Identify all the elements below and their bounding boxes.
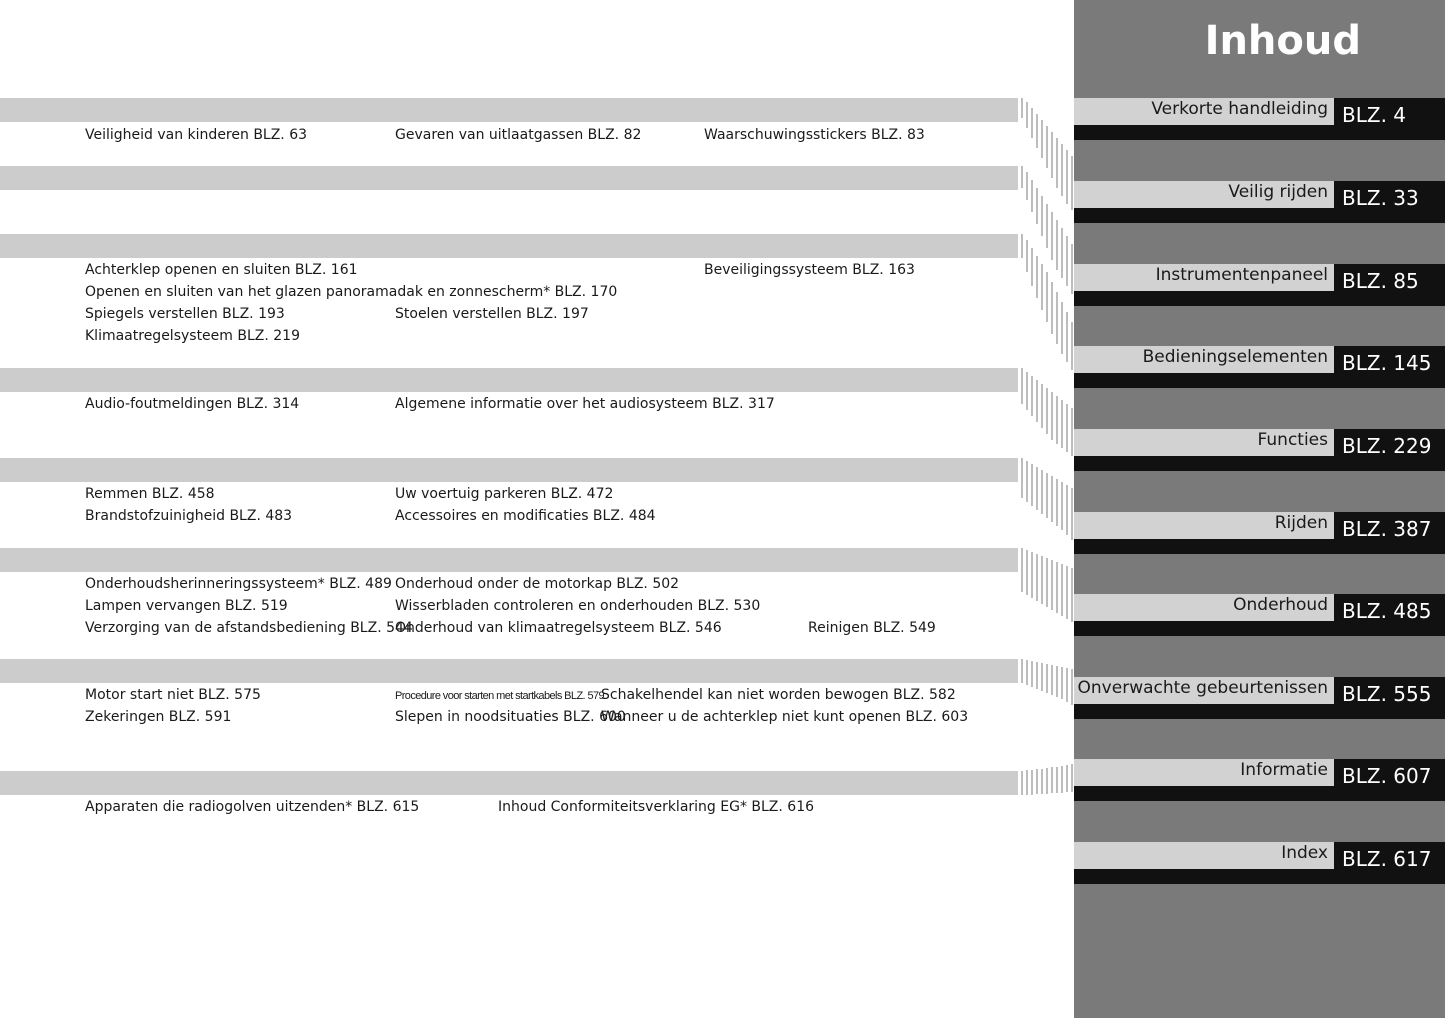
toc-link[interactable]: Slepen in noodsituaties BLZ. 600	[395, 709, 626, 725]
chapter-tab-informatie[interactable]	[1074, 759, 1445, 801]
chapter-tab-label: Instrumentenpaneel	[1074, 264, 1334, 291]
chapter-tab-onverwachte-gebeurtenissen[interactable]	[1074, 677, 1445, 719]
chapter-tab-page: BLZ. 33	[1334, 181, 1445, 223]
toc-link[interactable]: Onderhoudsherinneringssysteem* BLZ. 489	[85, 576, 392, 592]
chapter-tab-instrumentenpaneel[interactable]	[1074, 264, 1445, 306]
chapter-tab-page: BLZ. 145	[1334, 346, 1445, 388]
toc-link[interactable]: Veiligheid van kinderen BLZ. 63	[85, 127, 308, 143]
chapter-tab-label: Informatie	[1074, 759, 1334, 786]
toc-link[interactable]: Openen en sluiten van het glazen panoramadak en zonnescherm* BLZ. 170	[85, 284, 618, 300]
toc-link[interactable]: Apparaten die radiogolven uitzenden* BLZ. 615	[85, 799, 420, 815]
chapter-tab-index[interactable]	[1074, 842, 1445, 884]
toc-link[interactable]: Verzorging van de afstandsbediening BLZ. 544	[85, 620, 413, 636]
chapter-tab-page: BLZ. 229	[1334, 429, 1445, 471]
toc-link[interactable]: Lampen vervangen BLZ. 519	[85, 598, 288, 614]
toc-link[interactable]: Audio-foutmeldingen BLZ. 314	[85, 396, 300, 412]
toc-link[interactable]: Beveiligingssysteem BLZ. 163	[704, 262, 915, 278]
toc-link[interactable]: Motor start niet BLZ. 575	[85, 687, 261, 703]
section-band-8	[0, 771, 1018, 795]
toc-link[interactable]: Schakelhendel kan niet worden bewogen BLZ. 582	[601, 687, 956, 703]
chapter-tab-label: Index	[1074, 842, 1334, 869]
chapter-tab-label: Veilig rijden	[1074, 181, 1334, 208]
toc-link[interactable]: Wisserbladen controleren en onderhouden BLZ. 530	[395, 598, 761, 614]
toc-link[interactable]: Spiegels verstellen BLZ. 193	[85, 306, 285, 322]
chapter-tab-verkorte-handleiding[interactable]	[1074, 98, 1445, 140]
toc-link[interactable]: Achterklep openen en sluiten BLZ. 161	[85, 262, 358, 278]
toc-link[interactable]: Klimaatregelsysteem BLZ. 219	[85, 328, 300, 344]
chapter-tab-veilig-rijden[interactable]	[1074, 181, 1445, 223]
chapter-tab-page: BLZ. 617	[1334, 842, 1445, 884]
section-band-4	[0, 368, 1018, 392]
chapter-sidebar	[1074, 0, 1445, 1018]
chapter-tab-label: Onderhoud	[1074, 594, 1334, 621]
chapter-tab-page: BLZ. 387	[1334, 512, 1445, 554]
toc-link[interactable]: Procedure voor starten met startkabels BLZ. 579	[395, 690, 605, 702]
toc-link[interactable]: Remmen BLZ. 458	[85, 486, 215, 502]
chapter-tab-onderhoud[interactable]	[1074, 594, 1445, 636]
connector-fan-5	[1020, 458, 1074, 540]
chapter-tab-label: Functies	[1074, 429, 1334, 456]
chapter-tab-page: BLZ. 607	[1334, 759, 1445, 801]
chapter-tab-bedieningselementen[interactable]	[1074, 346, 1445, 388]
toc-link[interactable]: Onderhoud van klimaatregelsysteem BLZ. 546	[395, 620, 722, 636]
chapter-tab-label: Rijden	[1074, 512, 1334, 539]
toc-link[interactable]: Zekeringen BLZ. 591	[85, 709, 232, 725]
connector-fan-6	[1020, 548, 1074, 622]
connector-fan-3	[1020, 234, 1074, 370]
chapter-tab-label: Verkorte handleiding	[1074, 98, 1334, 125]
toc-link[interactable]: Brandstofzuinigheid BLZ. 483	[85, 508, 293, 524]
chapter-tab-rijden[interactable]	[1074, 512, 1445, 554]
chapter-tab-page: BLZ. 555	[1334, 677, 1445, 719]
toc-link[interactable]: Waarschuwingsstickers BLZ. 83	[704, 127, 925, 143]
chapter-tab-label: Onverwachte gebeurtenissen	[1074, 677, 1334, 704]
section-band-6	[0, 548, 1018, 572]
section-band-2	[0, 166, 1018, 190]
section-band-7	[0, 659, 1018, 683]
toc-link[interactable]: Accessoires en modificaties BLZ. 484	[395, 508, 656, 524]
toc-link[interactable]: Onderhoud onder de motorkap BLZ. 502	[395, 576, 680, 592]
toc-link[interactable]: Algemene informatie over het audiosysteem BLZ. 317	[395, 396, 775, 412]
page-title: Inhoud	[1204, 18, 1361, 64]
connector-fan-8	[1020, 764, 1074, 796]
toc-link[interactable]: Wanneer u de achterklep niet kunt openen BLZ. 603	[601, 709, 969, 725]
toc-link[interactable]: Reinigen BLZ. 549	[808, 620, 936, 636]
toc-link[interactable]: Uw voertuig parkeren BLZ. 472	[395, 486, 614, 502]
chapter-tab-page: BLZ. 85	[1334, 264, 1445, 306]
chapter-tab-functies[interactable]	[1074, 429, 1445, 471]
connector-fan-4	[1020, 368, 1074, 456]
chapter-tab-page: BLZ. 4	[1334, 98, 1445, 140]
chapter-tab-page: BLZ. 485	[1334, 594, 1445, 636]
section-band-1	[0, 98, 1018, 122]
chapter-tab-label: Bedieningselementen	[1074, 346, 1334, 373]
toc-link[interactable]: Gevaren van uitlaatgassen BLZ. 82	[395, 127, 642, 143]
section-band-3	[0, 234, 1018, 258]
section-band-5	[0, 458, 1018, 482]
toc-link[interactable]: Stoelen verstellen BLZ. 197	[395, 306, 589, 322]
connector-fan-7	[1020, 659, 1074, 705]
toc-link[interactable]: Inhoud Conformiteitsverklaring EG* BLZ. 616	[498, 799, 815, 815]
